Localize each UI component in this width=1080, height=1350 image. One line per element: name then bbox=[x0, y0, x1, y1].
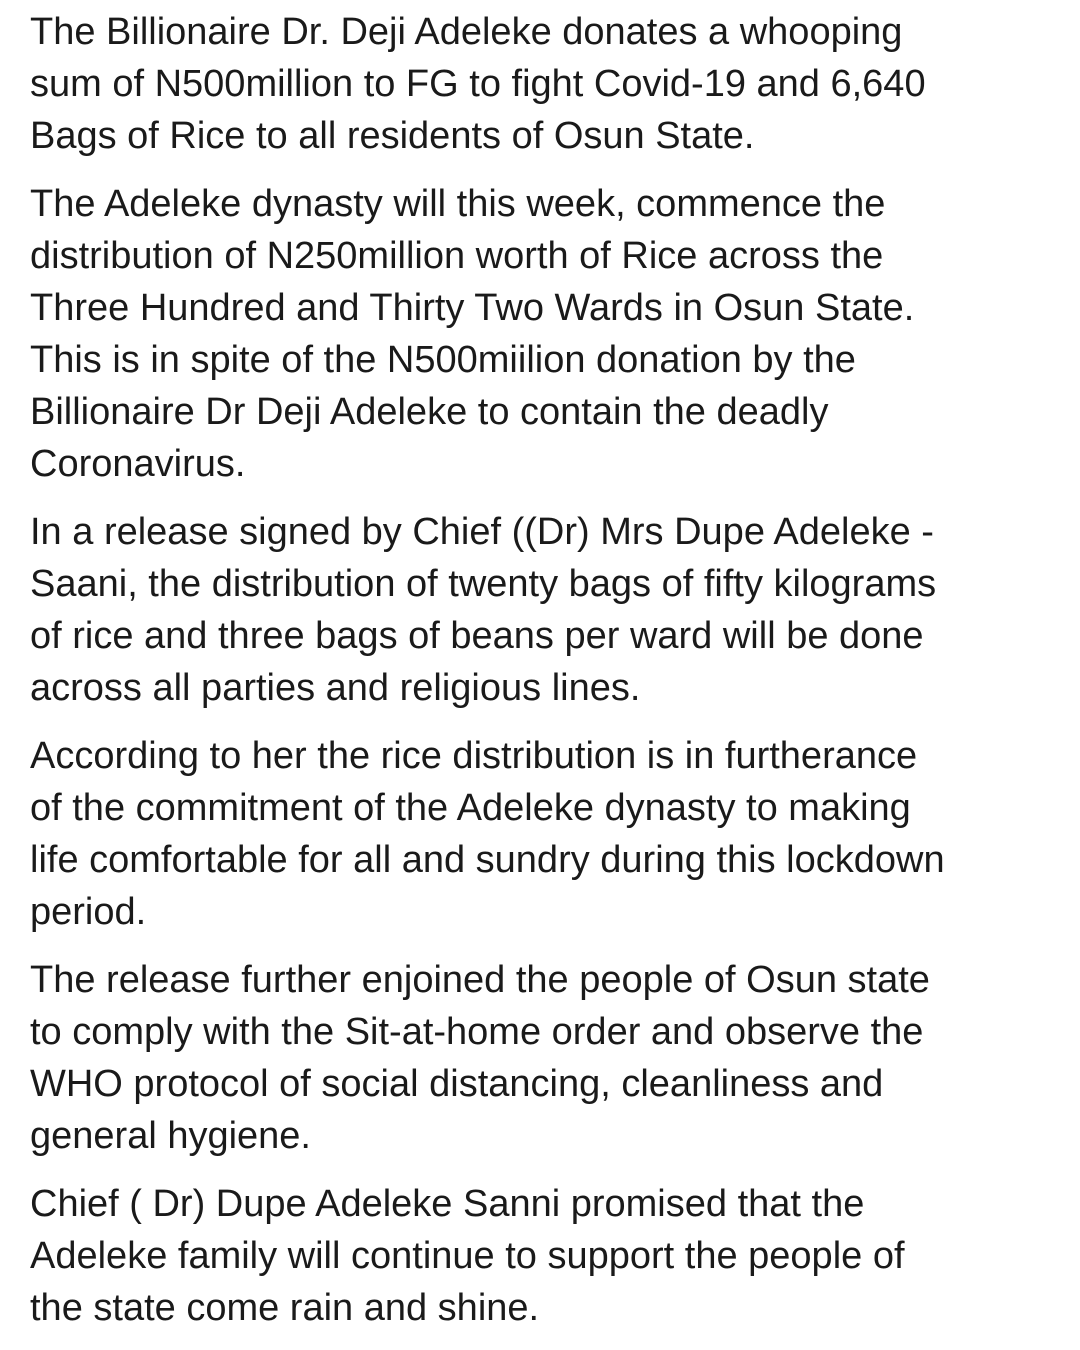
text-line: life comfortable for all and sundry during this lockdown bbox=[30, 839, 945, 881]
article-body bbox=[30, 6, 1060, 1350]
text-line: period. bbox=[30, 891, 147, 933]
paragraph-1 bbox=[30, 6, 1060, 162]
paragraph-2 bbox=[30, 178, 1060, 490]
paragraph-4 bbox=[30, 730, 1060, 938]
text-line: of the commitment of the Adeleke dynasty to making bbox=[30, 787, 911, 829]
text-line: to comply with the Sit-at-home order and observe the bbox=[30, 1011, 924, 1053]
text-line: Coronavirus. bbox=[30, 443, 246, 485]
paragraph-3 bbox=[30, 506, 1060, 714]
paragraph-5 bbox=[30, 954, 1060, 1162]
text-line: Adeleke family will continue to support the people of bbox=[30, 1235, 905, 1277]
text-line: Chief ( Dr) Dupe Adeleke Sanni promised that the bbox=[30, 1183, 865, 1225]
text-line: The release further enjoined the people of Osun state bbox=[30, 959, 930, 1001]
text-line: Saani, the distribution of twenty bags of fifty kilograms bbox=[30, 563, 937, 605]
text-line: In a release signed by Chief ((Dr) Mrs Dupe Adeleke - bbox=[30, 511, 934, 553]
text-line: Three Hundred and Thirty Two Wards in Osun State. bbox=[30, 287, 915, 329]
text-line: across all parties and religious lines. bbox=[30, 667, 641, 709]
text-line: distribution of N250million worth of Rice across the bbox=[30, 235, 884, 277]
paragraph-6 bbox=[30, 1178, 1060, 1334]
text-line: sum of N500million to FG to fight Covid-19 and 6,640 bbox=[30, 63, 926, 105]
text-line: This is in spite of the N500miilion donation by the bbox=[30, 339, 856, 381]
text-line: The Billionaire Dr. Deji Adeleke donates a whooping bbox=[30, 11, 903, 53]
text-line: WHO protocol of social distancing, cleanliness and bbox=[30, 1063, 884, 1105]
text-line: According to her the rice distribution is in furtherance bbox=[30, 735, 918, 777]
text-line: general hygiene. bbox=[30, 1115, 311, 1157]
text-line: the state come rain and shine. bbox=[30, 1287, 540, 1329]
text-line: Billionaire Dr Deji Adeleke to contain the deadly bbox=[30, 391, 829, 433]
text-line: The Adeleke dynasty will this week, commence the bbox=[30, 183, 886, 225]
text-line: of rice and three bags of beans per ward will be done bbox=[30, 615, 924, 657]
text-line: Bags of Rice to all residents of Osun State. bbox=[30, 115, 755, 157]
